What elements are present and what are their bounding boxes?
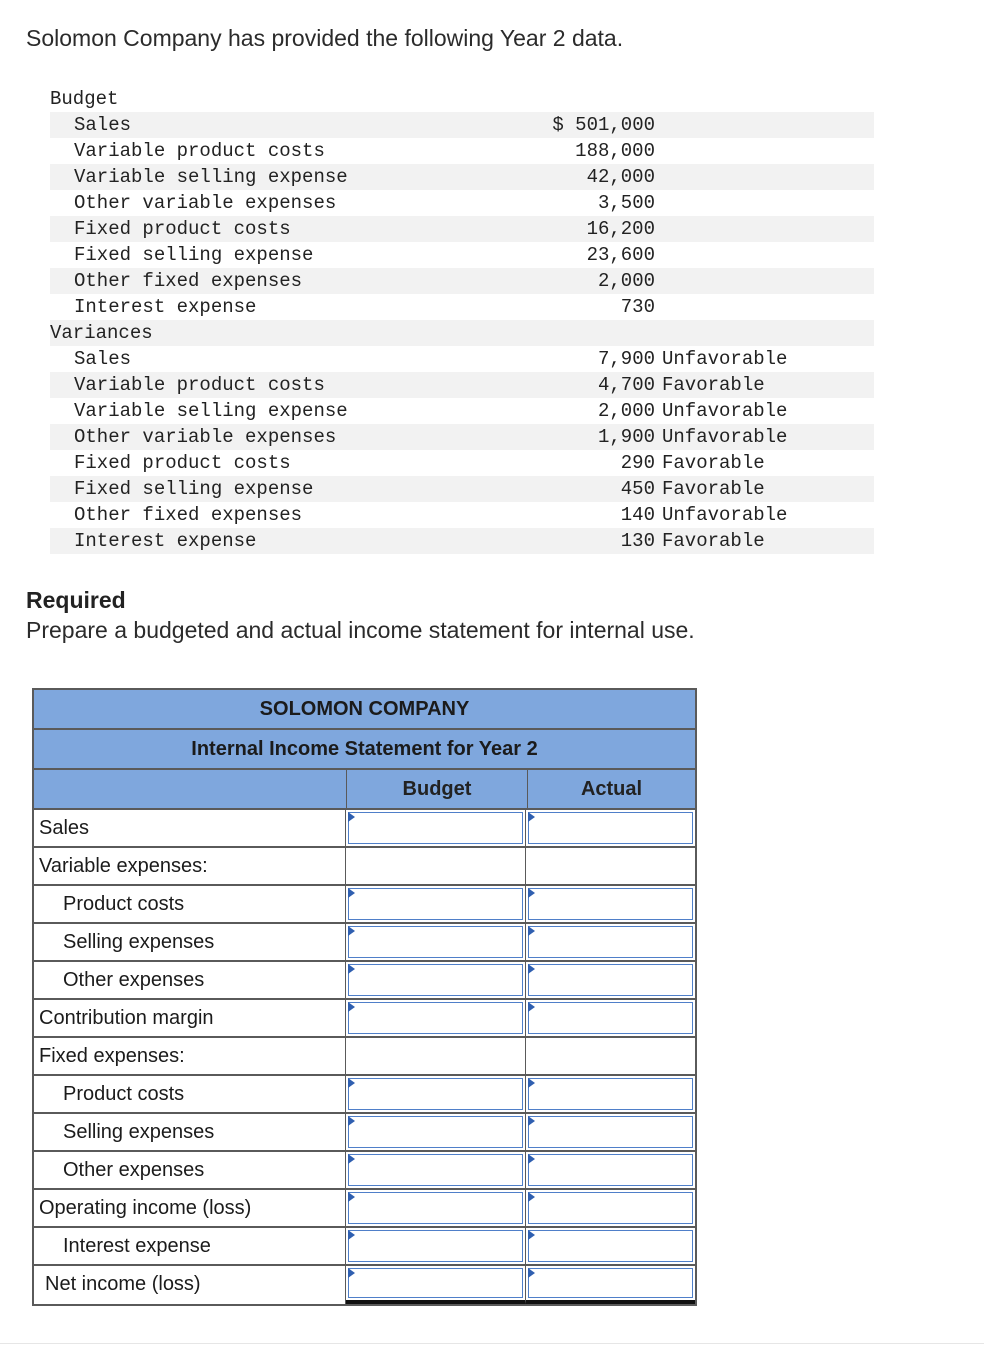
data-row-label: Sales (74, 348, 132, 370)
data-row-label: Variances (50, 322, 153, 344)
input-marker-icon (348, 1268, 355, 1278)
data-row-label: Variable selling expense (74, 166, 348, 188)
statement-row-label: Product costs (34, 1076, 346, 1112)
budget-input[interactable] (348, 1078, 523, 1110)
budget-input[interactable] (348, 1154, 523, 1186)
data-row-value: 140 (620, 504, 655, 526)
data-section-heading (50, 320, 874, 346)
input-marker-icon (348, 1154, 355, 1164)
data-row-value: $ 501,000 (552, 114, 655, 136)
data-row-value: 42,000 (586, 166, 655, 188)
budget-cell (346, 962, 526, 998)
input-marker-icon (348, 1078, 355, 1088)
variance-type: Unfavorable (662, 348, 788, 370)
data-row-value: 23,600 (586, 244, 655, 266)
budget-cell (346, 1076, 526, 1112)
input-marker-icon (528, 926, 535, 936)
data-row (50, 372, 874, 398)
input-marker-icon (348, 812, 355, 822)
statement-row-label: Fixed expenses: (34, 1038, 346, 1074)
statement-title: Internal Income Statement for Year 2 (34, 730, 695, 770)
data-row-label: Variable product costs (74, 140, 325, 162)
statement-row-label: Selling expenses (34, 924, 346, 960)
statement-row-label: Operating income (loss) (34, 1190, 346, 1226)
variance-type: Favorable (662, 478, 765, 500)
statement-row (34, 1114, 695, 1152)
actual-input[interactable] (528, 1268, 693, 1298)
data-row-value: 4,700 (597, 374, 655, 396)
actual-cell (526, 962, 695, 998)
actual-cell (526, 1038, 695, 1074)
statement-row-label: Variable expenses: (34, 848, 346, 884)
data-row (50, 424, 874, 450)
statement-row (34, 848, 695, 886)
company-name: SOLOMON COMPANY (34, 690, 695, 730)
statement-row-label: Sales (34, 810, 346, 846)
data-row (50, 242, 874, 268)
input-marker-icon (528, 1154, 535, 1164)
data-row-label: Variable product costs (74, 374, 325, 396)
data-row (50, 398, 874, 424)
data-row (50, 138, 874, 164)
data-row-value: 2,000 (597, 400, 655, 422)
statement-row-label: Contribution margin (34, 1000, 346, 1036)
data-row-label: Other fixed expenses (74, 270, 303, 292)
actual-input[interactable] (528, 1230, 693, 1262)
data-row (50, 164, 874, 190)
statement-row (34, 924, 695, 962)
data-row-value: 3,500 (597, 192, 655, 214)
statement-row-label: Product costs (34, 886, 346, 922)
data-row-label: Other fixed expenses (74, 504, 303, 526)
statement-row (34, 1076, 695, 1114)
actual-cell (526, 810, 695, 846)
actual-cell (526, 886, 695, 922)
data-row (50, 268, 874, 294)
budget-column-header: Budget (347, 770, 528, 808)
budget-input[interactable] (348, 1002, 523, 1034)
input-marker-icon (348, 964, 355, 974)
data-row-label: Other variable expenses (74, 192, 337, 214)
input-marker-icon (528, 1116, 535, 1126)
actual-cell (526, 924, 695, 960)
budget-cell (346, 1190, 526, 1226)
data-row-label: Sales (74, 114, 132, 136)
data-row (50, 294, 874, 320)
actual-cell (526, 848, 695, 884)
budget-cell (346, 810, 526, 846)
variance-type: Favorable (662, 452, 765, 474)
variance-type: Unfavorable (662, 426, 788, 448)
statement-row (34, 1000, 695, 1038)
actual-input[interactable] (528, 926, 693, 958)
budget-cell (346, 1114, 526, 1150)
data-row-label: Interest expense (74, 296, 257, 318)
actual-input[interactable] (528, 964, 693, 996)
budget-input[interactable] (348, 1230, 523, 1262)
statement-row-label: Selling expenses (34, 1114, 346, 1150)
actual-cell (526, 1114, 695, 1150)
data-row (50, 502, 874, 528)
input-marker-icon (528, 1002, 535, 1012)
data-row (50, 112, 874, 138)
actual-input[interactable] (528, 1078, 693, 1110)
statement-row (34, 1228, 695, 1266)
given-data-table (50, 86, 874, 554)
statement-row (34, 1266, 695, 1304)
actual-cell (526, 1000, 695, 1036)
budget-input[interactable] (348, 926, 523, 958)
budget-cell (346, 848, 526, 884)
actual-input[interactable] (528, 1192, 693, 1224)
input-marker-icon (528, 1078, 535, 1088)
budget-cell (346, 1266, 526, 1304)
label-column-header (34, 770, 347, 808)
budget-input[interactable] (348, 1192, 523, 1224)
data-row-value: 290 (620, 452, 655, 474)
income-statement-form (32, 688, 697, 1306)
data-row-value: 7,900 (597, 348, 655, 370)
budget-cell (346, 886, 526, 922)
input-marker-icon (348, 1116, 355, 1126)
data-row (50, 476, 874, 502)
variance-type: Favorable (662, 374, 765, 396)
statement-row (34, 810, 695, 848)
statement-row (34, 886, 695, 924)
variance-type: Favorable (662, 530, 765, 552)
actual-input[interactable] (528, 1002, 693, 1034)
statement-row (34, 1152, 695, 1190)
statement-row (34, 962, 695, 1000)
input-marker-icon (348, 1230, 355, 1240)
data-row-label: Fixed selling expense (74, 478, 314, 500)
data-row (50, 216, 874, 242)
actual-cell (526, 1266, 695, 1304)
statement-row (34, 1190, 695, 1228)
input-marker-icon (348, 926, 355, 936)
variance-type: Unfavorable (662, 504, 788, 526)
data-row-value: 130 (620, 530, 655, 552)
input-marker-icon (528, 1268, 535, 1278)
data-row (50, 346, 874, 372)
statement-row-label: Other expenses (34, 1152, 346, 1188)
data-row-label: Budget (50, 88, 119, 110)
data-row-value: 450 (620, 478, 655, 500)
actual-input[interactable] (528, 1116, 693, 1148)
statement-row (34, 1038, 695, 1076)
budget-cell (346, 924, 526, 960)
statement-row-label: Other expenses (34, 962, 346, 998)
actual-cell (526, 1076, 695, 1112)
data-row-value: 730 (620, 296, 655, 318)
data-row-label: Variable selling expense (74, 400, 348, 422)
data-row (50, 190, 874, 216)
variance-type: Unfavorable (662, 400, 788, 422)
budget-cell (346, 1228, 526, 1264)
budget-input[interactable] (348, 1116, 523, 1148)
budget-cell (346, 1152, 526, 1188)
data-section-heading (50, 86, 874, 112)
column-header-row (34, 770, 695, 810)
page-divider (0, 1343, 984, 1344)
input-marker-icon (528, 1230, 535, 1240)
statement-rows (34, 810, 695, 1304)
statement-row-label: Interest expense (34, 1228, 346, 1264)
data-row-label: Interest expense (74, 530, 257, 552)
actual-input[interactable] (528, 888, 693, 920)
budget-input[interactable] (348, 964, 523, 996)
budget-input[interactable] (348, 812, 523, 844)
statement-row-label: Net income (loss) (34, 1266, 346, 1304)
input-marker-icon (348, 1002, 355, 1012)
actual-cell (526, 1228, 695, 1264)
required-heading: Required (26, 587, 126, 613)
input-marker-icon (528, 964, 535, 974)
required-instructions: Prepare a budgeted and actual income statement for internal use. (26, 617, 695, 643)
budget-input[interactable] (348, 888, 523, 920)
data-row-label: Other variable expenses (74, 426, 337, 448)
input-marker-icon (348, 1192, 355, 1202)
actual-input[interactable] (528, 1154, 693, 1186)
data-row (50, 450, 874, 476)
budget-input[interactable] (348, 1268, 523, 1298)
data-row-value: 16,200 (586, 218, 655, 240)
data-row-label: Fixed selling expense (74, 244, 314, 266)
data-row-value: 188,000 (575, 140, 655, 162)
actual-input[interactable] (528, 812, 693, 844)
actual-column-header: Actual (580, 778, 643, 800)
actual-cell (526, 1190, 695, 1226)
data-row-label: Fixed product costs (74, 452, 291, 474)
budget-cell (346, 1038, 526, 1074)
budget-cell (346, 1000, 526, 1036)
data-row-label: Fixed product costs (74, 218, 291, 240)
input-marker-icon (528, 888, 535, 898)
input-marker-icon (348, 888, 355, 898)
data-row (50, 528, 874, 554)
input-marker-icon (528, 1192, 535, 1202)
intro-text: Solomon Company has provided the following Year 2 data. (26, 25, 624, 51)
data-row-value: 2,000 (597, 270, 655, 292)
input-marker-icon (528, 812, 535, 822)
actual-cell (526, 1152, 695, 1188)
data-row-value: 1,900 (597, 426, 655, 448)
